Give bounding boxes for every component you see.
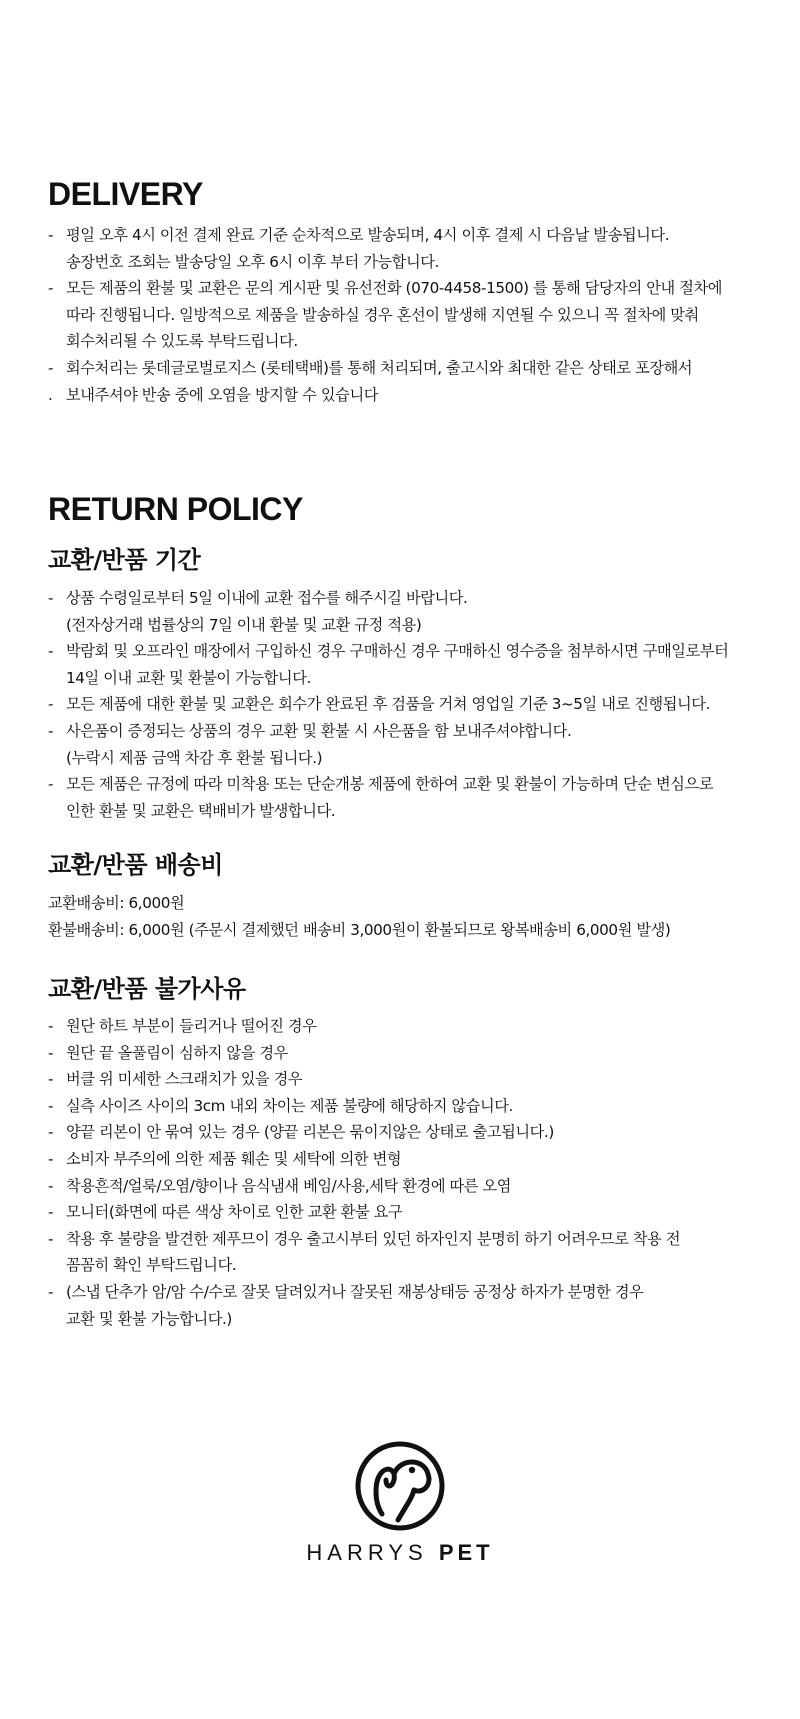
list-item [48,638,728,691]
list-item-line: 착용 후 불량을 발견한 제푸므이 경우 출고시부터 있던 하자인지 분명히 하기 어려우므로 착용 전 [66,1229,681,1248]
list-item-line: 따라 진행됩니다. 일방적으로 제품을 발송하실 경우 혼선이 발생해 지연될 수 있으니 꼭 절차에 맞춰 [66,305,699,324]
exchange-shipping-text [48,890,670,943]
list-item-line: 양끝 리본이 안 묶여 있는 경우 (양끝 리본은 묶이지않은 상태로 출고됩니다.) [66,1123,554,1142]
list-bullet: - [48,279,54,298]
list-bullet: - [48,358,54,377]
list-item-line: 실측 사이즈 사이의 3cm 내외 차이는 제품 불량에 해당하지 않습니다. [66,1096,513,1115]
list-item [48,1146,680,1173]
list-item [48,691,728,718]
list-item-line: (스냅 단추가 암/암 수/수로 잘못 달려있거나 잘못된 재봉상태등 공정상 하자가 분명한 경우 [66,1282,644,1301]
list-bullet: . [48,385,53,404]
brand-name-light: HARRYS [306,1540,428,1565]
list-item [48,382,722,409]
list-item [48,1066,680,1093]
list-item-line: 회수처리될 수 있도록 부탁드립니다. [66,332,298,351]
list-item-line: 소비자 부주의에 의한 제품 훼손 및 세탁에 의한 변형 [66,1149,402,1168]
list-item [48,1199,680,1226]
non-returnable-heading: 교환/반품 불가사유 [48,975,246,1003]
list-bullet: - [48,1123,54,1142]
list-item-line: 모니터(화면에 따른 색상 차이로 인한 교환 환불 요구 [66,1203,403,1222]
list-item-line: (전자상거래 법률상의 7일 이내 환불 및 교환 규정 적용) [66,615,422,634]
list-item-line: 박람회 및 오프라인 매장에서 구입하신 경우 구매하신 경우 구매하신 영수증을 첨부하시면 구매일로부터 [66,642,729,661]
list-item-line: 인한 환불 및 교환은 택배비가 발생합니다. [66,801,336,820]
list-bullet: - [48,226,54,244]
list-item [48,1093,680,1120]
list-item-line: (누락시 제품 금액 차감 후 환불 됩니다.) [66,748,323,767]
list-bullet: - [48,1149,54,1168]
list-item-line: 평일 오후 4시 이전 결제 완료 기준 순차적으로 발송되며, 4시 이후 결제 시 다음날 발송됩니다. [66,226,670,244]
list-bullet: - [48,642,54,661]
list-item [48,275,722,355]
list-bullet: - [48,775,54,794]
list-item-line: 원단 하트 부분이 들리거나 떨어진 경우 [66,1017,317,1035]
list-item-line: 원단 끝 올풀림이 심하지 않을 경우 [66,1043,288,1062]
list-item-line: 보내주셔야 반송 중에 오염을 방지할 수 있습니다 [66,385,378,404]
exchange-fee-line: 교환배송비: 6,000원 [48,894,185,912]
list-bullet: - [48,721,54,740]
list-item [48,1119,680,1146]
brand-name [0,1540,800,1566]
list-item-line: 착용흔적/얼룩/오염/향이나 음식냄새 베임/사용,세탁 환경에 따른 오염 [66,1176,512,1195]
list-item [48,1226,680,1279]
list-bullet: - [48,1070,54,1089]
list-bullet: - [48,1017,54,1035]
list-item-line: 버클 위 미세한 스크래치가 있을 경우 [66,1070,303,1089]
list-item [48,1173,680,1200]
exchange-shipping-heading: 교환/반품 배송비 [48,851,223,879]
delivery-title: DELIVERY [48,176,203,212]
list-item-line: 교환 및 환불 가능합니다.) [66,1309,232,1328]
brand-name-bold: PET [438,1540,494,1565]
list-item [48,222,722,275]
list-item-line: 상품 수령일로부터 5일 이내에 교환 접수를 해주시길 바랍니다. [66,589,468,607]
list-bullet: - [48,1282,54,1301]
list-item-line: 사은품이 증정되는 상품의 경우 교환 및 환불 시 사은품을 함 보내주셔야합니다. [66,721,572,740]
list-bullet: - [48,1043,54,1062]
list-item-line: 모든 제품에 대한 환불 및 교환은 회수가 완료된 후 검품을 거쳐 영업일 기준 3~5일 내로 진행됩니다. [66,695,710,714]
list-item [48,1013,680,1040]
return-policy-title: RETURN POLICY [48,491,303,527]
list-item-line: 회수처리는 롯데글로벌로지스 (롯테택배)를 통해 처리되며, 출고시와 최대한 같은 상태로 포장해서 [66,358,693,377]
list-bullet: - [48,1229,54,1248]
list-item-line: 꼼꼼히 확인 부탁드립니다. [66,1256,237,1275]
list-item-line: 송장번호 조회는 발송당일 오후 6시 이후 부터 가능합니다. [66,252,439,271]
list-item-line: 모든 제품의 환불 및 교환은 문의 게시판 및 유선전화 (070-4458-1500) 를 통해 담당자의 안내 절차에 [66,279,723,298]
brand-logo [0,1440,800,1566]
list-bullet: - [48,1203,54,1222]
list-bullet: - [48,1096,54,1115]
list-item [48,355,722,382]
list-bullet: - [48,589,54,607]
list-item-line: 14일 이내 교환 및 환불이 가능합니다. [66,668,311,687]
list-item [48,585,728,638]
delivery-list [48,222,722,408]
exchange-period-list [48,585,728,824]
list-bullet: - [48,695,54,714]
dog-head-logo-icon [352,1440,448,1532]
list-item-line: 모든 제품은 규정에 따라 미착용 또는 단순개봉 제품에 한하여 교환 및 환불이 가능하며 단순 변심으로 [66,775,714,794]
refund-fee-line: 환불배송비: 6,000원 (주문시 결제했던 배송비 3,000원이 환불되므로 왕복배송비 6,000원 발생) [48,920,671,939]
list-item [48,771,728,824]
list-item [48,1040,680,1067]
list-item [48,718,728,771]
list-bullet: - [48,1176,54,1195]
exchange-period-heading: 교환/반품 기간 [48,546,201,574]
non-returnable-list [48,1013,680,1332]
list-item [48,1279,680,1332]
